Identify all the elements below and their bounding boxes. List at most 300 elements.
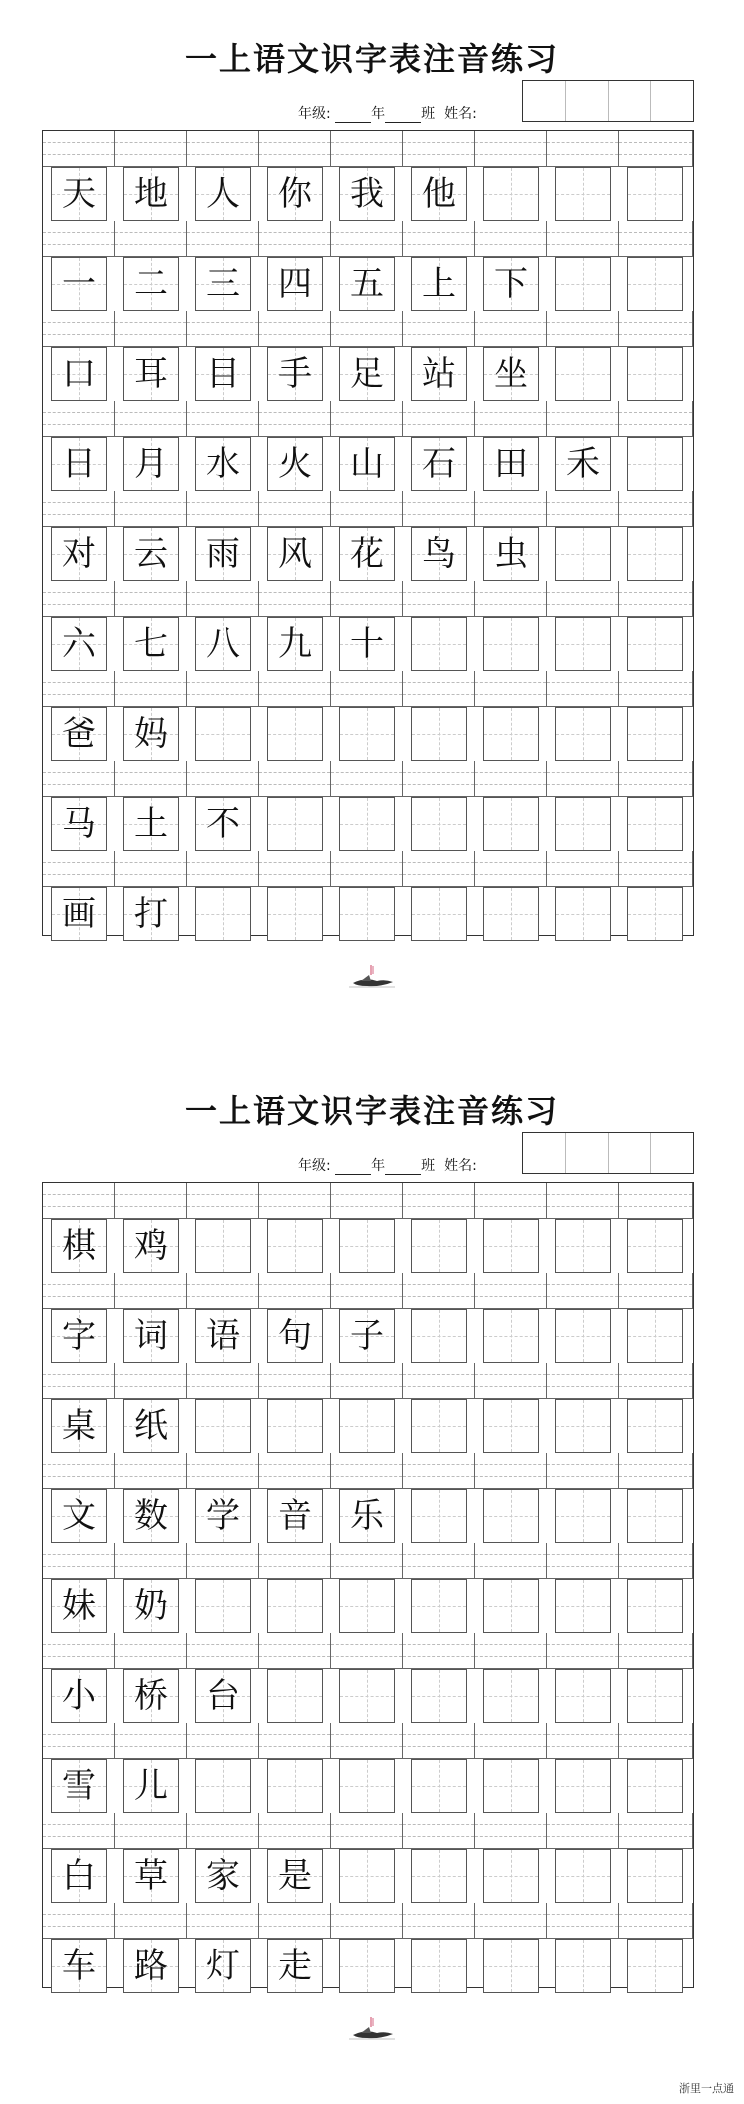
character-cell[interactable] (123, 707, 179, 761)
character-cell[interactable] (195, 797, 251, 851)
pinyin-cell[interactable] (403, 1723, 475, 1759)
pinyin-cell[interactable] (187, 131, 259, 167)
pinyin-cell[interactable] (259, 1723, 331, 1759)
pinyin-cell[interactable] (43, 131, 115, 167)
character-cell[interactable] (339, 1309, 395, 1363)
pinyin-cell[interactable] (331, 1363, 403, 1399)
character-cell[interactable] (195, 1489, 251, 1543)
pinyin-cell[interactable] (259, 581, 331, 617)
character-cell[interactable] (123, 617, 179, 671)
character-cell[interactable] (51, 1669, 107, 1723)
pinyin-cell[interactable] (619, 1633, 693, 1669)
character-cell[interactable] (555, 347, 611, 401)
pinyin-cell[interactable] (259, 1543, 331, 1579)
pinyin-cell[interactable] (115, 1363, 187, 1399)
character-cell[interactable] (195, 437, 251, 491)
pinyin-cell[interactable] (331, 1543, 403, 1579)
grade-blank[interactable] (335, 108, 371, 123)
character-cell[interactable] (267, 1309, 323, 1363)
character-cell[interactable] (267, 617, 323, 671)
character-cell[interactable] (411, 1399, 467, 1453)
pinyin-cell[interactable] (547, 311, 619, 347)
character-cell[interactable] (339, 1219, 395, 1273)
character-cell[interactable] (555, 437, 611, 491)
pinyin-cell[interactable] (331, 851, 403, 887)
character-cell[interactable] (51, 1849, 107, 1903)
character-cell[interactable] (51, 347, 107, 401)
character-cell[interactable] (483, 1579, 539, 1633)
pinyin-cell[interactable] (475, 1453, 547, 1489)
pinyin-cell[interactable] (331, 1183, 403, 1219)
character-cell[interactable] (411, 1219, 467, 1273)
pinyin-cell[interactable] (403, 761, 475, 797)
character-cell[interactable] (627, 1309, 683, 1363)
character-cell[interactable] (51, 797, 107, 851)
pinyin-cell[interactable] (115, 1183, 187, 1219)
pinyin-cell[interactable] (187, 221, 259, 257)
pinyin-cell[interactable] (259, 131, 331, 167)
pinyin-cell[interactable] (115, 1903, 187, 1939)
character-cell[interactable] (195, 1939, 251, 1993)
pinyin-cell[interactable] (115, 761, 187, 797)
pinyin-cell[interactable] (259, 671, 331, 707)
pinyin-cell[interactable] (187, 761, 259, 797)
pinyin-cell[interactable] (187, 1723, 259, 1759)
character-cell[interactable] (267, 1219, 323, 1273)
character-cell[interactable] (267, 437, 323, 491)
pinyin-cell[interactable] (115, 131, 187, 167)
character-cell[interactable] (627, 1579, 683, 1633)
character-cell[interactable] (267, 1399, 323, 1453)
character-cell[interactable] (51, 1579, 107, 1633)
character-cell[interactable] (627, 167, 683, 221)
character-cell[interactable] (411, 1939, 467, 1993)
pinyin-cell[interactable] (619, 1543, 693, 1579)
character-cell[interactable] (195, 887, 251, 941)
character-cell[interactable] (339, 887, 395, 941)
character-cell[interactable] (483, 1309, 539, 1363)
pinyin-cell[interactable] (475, 131, 547, 167)
character-cell[interactable] (555, 1939, 611, 1993)
pinyin-cell[interactable] (115, 851, 187, 887)
character-cell[interactable] (555, 1219, 611, 1273)
pinyin-cell[interactable] (43, 581, 115, 617)
character-cell[interactable] (339, 707, 395, 761)
pinyin-cell[interactable] (619, 221, 693, 257)
pinyin-cell[interactable] (115, 1543, 187, 1579)
character-cell[interactable] (195, 1579, 251, 1633)
pinyin-cell[interactable] (547, 1273, 619, 1309)
pinyin-cell[interactable] (475, 401, 547, 437)
character-cell[interactable] (339, 347, 395, 401)
pinyin-cell[interactable] (619, 1273, 693, 1309)
pinyin-cell[interactable] (475, 761, 547, 797)
pinyin-cell[interactable] (403, 1903, 475, 1939)
pinyin-cell[interactable] (115, 1633, 187, 1669)
pinyin-cell[interactable] (43, 491, 115, 527)
character-cell[interactable] (267, 1669, 323, 1723)
pinyin-cell[interactable] (43, 1633, 115, 1669)
pinyin-cell[interactable] (547, 401, 619, 437)
character-cell[interactable] (555, 1579, 611, 1633)
character-cell[interactable] (123, 167, 179, 221)
pinyin-cell[interactable] (331, 1273, 403, 1309)
character-cell[interactable] (627, 1669, 683, 1723)
character-cell[interactable] (411, 1669, 467, 1723)
character-cell[interactable] (555, 617, 611, 671)
pinyin-cell[interactable] (331, 1813, 403, 1849)
pinyin-cell[interactable] (619, 1723, 693, 1759)
pinyin-cell[interactable] (43, 1813, 115, 1849)
character-cell[interactable] (555, 1669, 611, 1723)
pinyin-cell[interactable] (403, 1543, 475, 1579)
pinyin-cell[interactable] (43, 1723, 115, 1759)
pinyin-cell[interactable] (547, 1903, 619, 1939)
pinyin-cell[interactable] (331, 761, 403, 797)
pinyin-cell[interactable] (403, 1633, 475, 1669)
pinyin-cell[interactable] (547, 131, 619, 167)
pinyin-cell[interactable] (43, 1903, 115, 1939)
pinyin-cell[interactable] (259, 851, 331, 887)
pinyin-cell[interactable] (547, 1723, 619, 1759)
character-cell[interactable] (267, 707, 323, 761)
pinyin-cell[interactable] (403, 1183, 475, 1219)
pinyin-cell[interactable] (187, 581, 259, 617)
character-cell[interactable] (123, 887, 179, 941)
character-cell[interactable] (411, 1489, 467, 1543)
character-cell[interactable] (483, 707, 539, 761)
pinyin-cell[interactable] (403, 131, 475, 167)
pinyin-cell[interactable] (403, 1453, 475, 1489)
pinyin-cell[interactable] (619, 401, 693, 437)
pinyin-cell[interactable] (619, 1183, 693, 1219)
character-cell[interactable] (123, 1759, 179, 1813)
character-cell[interactable] (483, 1399, 539, 1453)
character-cell[interactable] (555, 1849, 611, 1903)
character-cell[interactable] (555, 257, 611, 311)
pinyin-cell[interactable] (331, 401, 403, 437)
pinyin-cell[interactable] (331, 1633, 403, 1669)
pinyin-cell[interactable] (115, 221, 187, 257)
character-cell[interactable] (195, 347, 251, 401)
pinyin-cell[interactable] (403, 491, 475, 527)
pinyin-cell[interactable] (547, 1363, 619, 1399)
pinyin-cell[interactable] (475, 581, 547, 617)
character-cell[interactable] (123, 437, 179, 491)
character-cell[interactable] (411, 1309, 467, 1363)
character-cell[interactable] (627, 1219, 683, 1273)
character-cell[interactable] (483, 1669, 539, 1723)
character-cell[interactable] (267, 1579, 323, 1633)
character-cell[interactable] (627, 707, 683, 761)
pinyin-cell[interactable] (187, 311, 259, 347)
character-cell[interactable] (195, 527, 251, 581)
pinyin-cell[interactable] (43, 1453, 115, 1489)
character-cell[interactable] (555, 1489, 611, 1543)
pinyin-cell[interactable] (331, 1903, 403, 1939)
character-cell[interactable] (555, 887, 611, 941)
pinyin-cell[interactable] (475, 1723, 547, 1759)
pinyin-cell[interactable] (115, 1273, 187, 1309)
character-cell[interactable] (195, 257, 251, 311)
character-cell[interactable] (339, 1939, 395, 1993)
character-cell[interactable] (51, 887, 107, 941)
character-cell[interactable] (267, 527, 323, 581)
pinyin-cell[interactable] (619, 761, 693, 797)
character-cell[interactable] (411, 707, 467, 761)
character-cell[interactable] (411, 1849, 467, 1903)
character-cell[interactable] (483, 527, 539, 581)
class-blank[interactable] (385, 108, 421, 123)
character-cell[interactable] (339, 1759, 395, 1813)
character-cell[interactable] (555, 797, 611, 851)
character-cell[interactable] (51, 1759, 107, 1813)
pinyin-cell[interactable] (475, 311, 547, 347)
character-cell[interactable] (195, 1309, 251, 1363)
pinyin-cell[interactable] (43, 851, 115, 887)
pinyin-cell[interactable] (259, 1363, 331, 1399)
pinyin-cell[interactable] (187, 671, 259, 707)
character-cell[interactable] (627, 1759, 683, 1813)
character-cell[interactable] (339, 1489, 395, 1543)
character-cell[interactable] (51, 167, 107, 221)
character-cell[interactable] (483, 1759, 539, 1813)
character-cell[interactable] (411, 257, 467, 311)
pinyin-cell[interactable] (475, 1183, 547, 1219)
pinyin-cell[interactable] (547, 581, 619, 617)
pinyin-cell[interactable] (331, 1453, 403, 1489)
pinyin-cell[interactable] (187, 851, 259, 887)
grade-blank[interactable] (335, 1160, 371, 1175)
pinyin-cell[interactable] (43, 311, 115, 347)
pinyin-cell[interactable] (619, 131, 693, 167)
pinyin-cell[interactable] (187, 1903, 259, 1939)
pinyin-cell[interactable] (547, 1633, 619, 1669)
pinyin-cell[interactable] (619, 1813, 693, 1849)
character-cell[interactable] (627, 1399, 683, 1453)
pinyin-cell[interactable] (403, 401, 475, 437)
character-cell[interactable] (483, 437, 539, 491)
pinyin-cell[interactable] (475, 671, 547, 707)
pinyin-cell[interactable] (619, 1363, 693, 1399)
character-cell[interactable] (51, 527, 107, 581)
pinyin-cell[interactable] (619, 491, 693, 527)
pinyin-cell[interactable] (475, 1363, 547, 1399)
character-cell[interactable] (339, 437, 395, 491)
character-cell[interactable] (123, 1939, 179, 1993)
character-cell[interactable] (555, 527, 611, 581)
pinyin-cell[interactable] (115, 1723, 187, 1759)
pinyin-cell[interactable] (187, 1633, 259, 1669)
character-cell[interactable] (267, 887, 323, 941)
character-cell[interactable] (411, 617, 467, 671)
character-cell[interactable] (195, 167, 251, 221)
character-cell[interactable] (411, 527, 467, 581)
pinyin-cell[interactable] (259, 761, 331, 797)
character-cell[interactable] (123, 1849, 179, 1903)
character-cell[interactable] (483, 1939, 539, 1993)
pinyin-cell[interactable] (619, 1453, 693, 1489)
character-cell[interactable] (483, 1849, 539, 1903)
pinyin-cell[interactable] (115, 1813, 187, 1849)
character-cell[interactable] (51, 257, 107, 311)
pinyin-cell[interactable] (115, 401, 187, 437)
character-cell[interactable] (627, 347, 683, 401)
pinyin-cell[interactable] (475, 221, 547, 257)
character-cell[interactable] (195, 1399, 251, 1453)
pinyin-cell[interactable] (403, 1273, 475, 1309)
character-cell[interactable] (267, 1939, 323, 1993)
pinyin-cell[interactable] (403, 1813, 475, 1849)
pinyin-cell[interactable] (187, 1273, 259, 1309)
pinyin-cell[interactable] (331, 491, 403, 527)
character-cell[interactable] (555, 1759, 611, 1813)
character-cell[interactable] (195, 1219, 251, 1273)
character-cell[interactable] (555, 1399, 611, 1453)
pinyin-cell[interactable] (403, 311, 475, 347)
character-cell[interactable] (123, 1219, 179, 1273)
pinyin-cell[interactable] (259, 1633, 331, 1669)
pinyin-cell[interactable] (115, 311, 187, 347)
character-cell[interactable] (51, 1939, 107, 1993)
character-cell[interactable] (195, 617, 251, 671)
pinyin-cell[interactable] (187, 401, 259, 437)
character-cell[interactable] (51, 617, 107, 671)
pinyin-cell[interactable] (619, 581, 693, 617)
character-cell[interactable] (555, 167, 611, 221)
pinyin-cell[interactable] (259, 1453, 331, 1489)
character-cell[interactable] (51, 1219, 107, 1273)
pinyin-cell[interactable] (331, 671, 403, 707)
pinyin-cell[interactable] (187, 1543, 259, 1579)
character-cell[interactable] (483, 1489, 539, 1543)
pinyin-cell[interactable] (403, 851, 475, 887)
pinyin-cell[interactable] (547, 851, 619, 887)
character-cell[interactable] (411, 347, 467, 401)
character-cell[interactable] (267, 1489, 323, 1543)
character-cell[interactable] (411, 167, 467, 221)
pinyin-cell[interactable] (403, 1363, 475, 1399)
character-cell[interactable] (555, 1309, 611, 1363)
pinyin-cell[interactable] (43, 221, 115, 257)
pinyin-cell[interactable] (331, 581, 403, 617)
character-cell[interactable] (339, 617, 395, 671)
character-cell[interactable] (339, 797, 395, 851)
character-cell[interactable] (339, 1849, 395, 1903)
character-cell[interactable] (411, 797, 467, 851)
pinyin-cell[interactable] (259, 1903, 331, 1939)
character-cell[interactable] (483, 347, 539, 401)
pinyin-cell[interactable] (547, 221, 619, 257)
pinyin-cell[interactable] (547, 761, 619, 797)
character-cell[interactable] (123, 527, 179, 581)
character-cell[interactable] (51, 707, 107, 761)
character-cell[interactable] (627, 797, 683, 851)
character-cell[interactable] (123, 797, 179, 851)
pinyin-cell[interactable] (547, 491, 619, 527)
character-cell[interactable] (483, 167, 539, 221)
pinyin-cell[interactable] (259, 221, 331, 257)
pinyin-cell[interactable] (403, 671, 475, 707)
character-cell[interactable] (51, 437, 107, 491)
pinyin-cell[interactable] (547, 1453, 619, 1489)
character-cell[interactable] (339, 167, 395, 221)
pinyin-cell[interactable] (43, 1543, 115, 1579)
character-cell[interactable] (627, 1489, 683, 1543)
character-cell[interactable] (195, 1669, 251, 1723)
character-cell[interactable] (339, 1399, 395, 1453)
character-cell[interactable] (123, 1399, 179, 1453)
pinyin-cell[interactable] (403, 221, 475, 257)
character-cell[interactable] (123, 1669, 179, 1723)
pinyin-cell[interactable] (187, 1813, 259, 1849)
pinyin-cell[interactable] (43, 1363, 115, 1399)
pinyin-cell[interactable] (475, 1813, 547, 1849)
pinyin-cell[interactable] (619, 671, 693, 707)
pinyin-cell[interactable] (403, 581, 475, 617)
character-cell[interactable] (339, 1669, 395, 1723)
pinyin-cell[interactable] (259, 1183, 331, 1219)
pinyin-cell[interactable] (331, 311, 403, 347)
pinyin-cell[interactable] (475, 491, 547, 527)
pinyin-cell[interactable] (547, 1543, 619, 1579)
character-cell[interactable] (483, 1219, 539, 1273)
character-cell[interactable] (627, 1939, 683, 1993)
pinyin-cell[interactable] (475, 1903, 547, 1939)
pinyin-cell[interactable] (259, 491, 331, 527)
pinyin-cell[interactable] (475, 851, 547, 887)
character-cell[interactable] (195, 1849, 251, 1903)
character-cell[interactable] (195, 1759, 251, 1813)
character-cell[interactable] (51, 1489, 107, 1543)
character-cell[interactable] (123, 1309, 179, 1363)
character-cell[interactable] (411, 887, 467, 941)
character-cell[interactable] (267, 1849, 323, 1903)
pinyin-cell[interactable] (475, 1543, 547, 1579)
pinyin-cell[interactable] (115, 671, 187, 707)
character-cell[interactable] (339, 527, 395, 581)
pinyin-cell[interactable] (187, 1453, 259, 1489)
character-cell[interactable] (267, 797, 323, 851)
name-boxes[interactable] (522, 1132, 694, 1174)
pinyin-cell[interactable] (547, 1813, 619, 1849)
character-cell[interactable] (123, 257, 179, 311)
character-cell[interactable] (411, 1579, 467, 1633)
character-cell[interactable] (627, 617, 683, 671)
character-cell[interactable] (483, 617, 539, 671)
character-cell[interactable] (627, 887, 683, 941)
character-cell[interactable] (123, 347, 179, 401)
pinyin-cell[interactable] (331, 131, 403, 167)
character-cell[interactable] (51, 1399, 107, 1453)
pinyin-cell[interactable] (547, 1183, 619, 1219)
character-cell[interactable] (123, 1579, 179, 1633)
pinyin-cell[interactable] (43, 1183, 115, 1219)
character-cell[interactable] (627, 527, 683, 581)
character-cell[interactable] (627, 1849, 683, 1903)
pinyin-cell[interactable] (43, 671, 115, 707)
pinyin-cell[interactable] (547, 671, 619, 707)
pinyin-cell[interactable] (115, 491, 187, 527)
character-cell[interactable] (267, 1759, 323, 1813)
pinyin-cell[interactable] (619, 311, 693, 347)
character-cell[interactable] (483, 887, 539, 941)
pinyin-cell[interactable] (619, 1903, 693, 1939)
pinyin-cell[interactable] (259, 1273, 331, 1309)
character-cell[interactable] (339, 257, 395, 311)
character-cell[interactable] (267, 347, 323, 401)
character-cell[interactable] (195, 707, 251, 761)
